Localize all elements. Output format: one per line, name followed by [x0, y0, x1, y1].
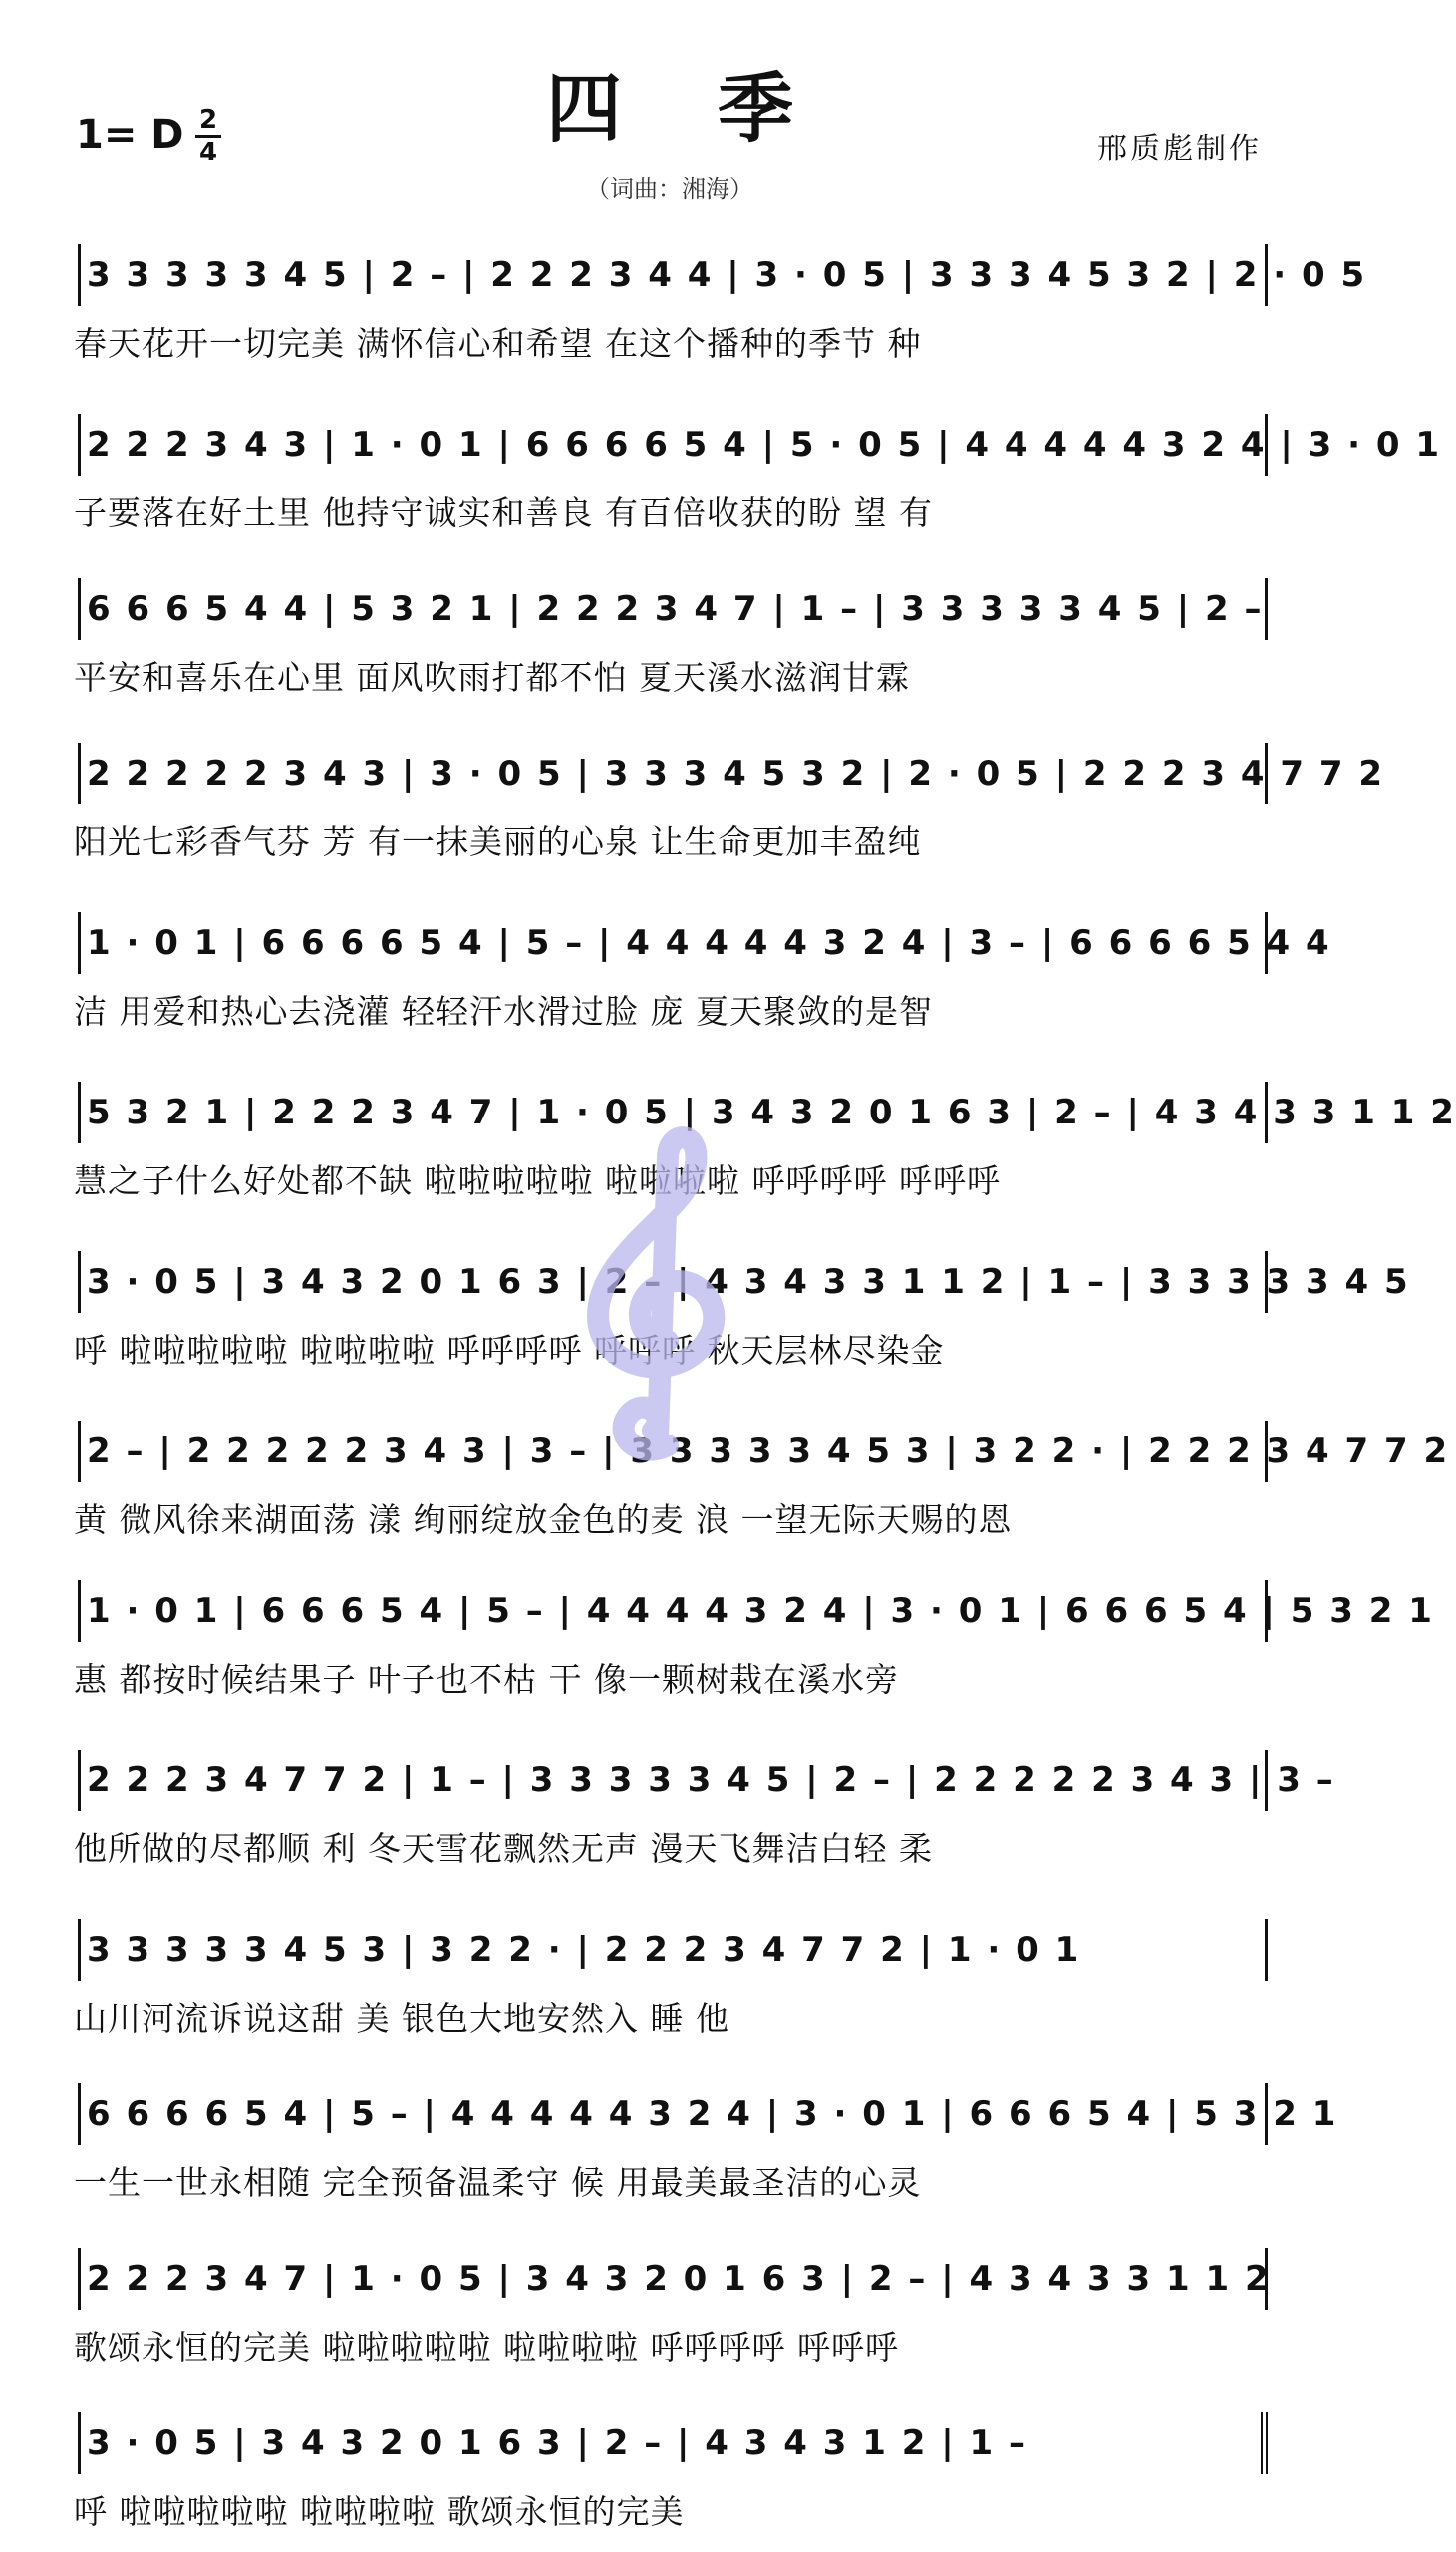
notation-line: 1 · 0 1 | 6 6 6 5 4 | 5 – | 4 4 4 4 3 2 4 | 3 · 0 1 | 6 6 6 5 4 | 5 3 2 1 — [78, 1580, 1268, 1642]
notation-line: 2 2 2 3 4 7 | 1 · 0 5 | 3 4 3 2 0 1 6 3 | 2 – | 4 3 4 3 3 1 1 2 — [78, 2248, 1268, 2310]
notation-line: 6 6 6 6 5 4 | 5 – | 4 4 4 4 4 3 2 4 | 3 · 0 1 | 6 6 6 5 4 | 5 3 2 1 — [78, 2083, 1268, 2145]
notation-line: 2 – | 2 2 2 2 2 3 4 3 | 3 – | 3 3 3 3 3 4 5 3 | 3 2 2 · | 2 2 2 3 4 7 7 2 — [78, 1421, 1268, 1482]
notation-line: 2 2 2 2 2 3 4 3 | 3 · 0 5 | 3 3 3 4 5 3 2 | 2 · 0 5 | 2 2 2 3 4 7 7 2 — [78, 743, 1268, 804]
notation-line: 3 · 0 5 | 3 4 3 2 0 1 6 3 | 2 – | 4 3 4 3 3 1 1 2 | 1 – | 3 3 3 3 3 4 5 — [78, 1251, 1268, 1313]
notation-line: 1 · 0 1 | 6 6 6 6 5 4 | 5 – | 4 4 4 4 4 3 2 4 | 3 – | 6 6 6 6 5 4 4 — [78, 912, 1268, 974]
notation-line: 2 2 2 3 4 3 | 1 · 0 1 | 6 6 6 6 5 4 | 5 · 0 5 | 4 4 4 4 4 3 2 4 | 3 · 0 1 — [78, 414, 1268, 476]
lyrics-line: 洁 用爱和热心去浇灌 轻轻汗水滑过脸 庞 夏天聚敛的是智 — [74, 992, 933, 1031]
lyrics-line: 惠 都按时候结果子 叶子也不枯 干 像一颗树栽在溪水旁 — [74, 1660, 899, 1699]
lyrics-line: 歌颂永恒的完美 啦啦啦啦啦 啦啦啦啦 呼呼呼呼 呼呼呼 — [74, 2328, 899, 2367]
notation-line: 3 3 3 3 3 4 5 | 2 – | 2 2 2 3 4 4 | 3 · 0 5 | 3 3 3 4 5 3 2 | 2 · 0 5 — [78, 244, 1268, 306]
notation-line: 3 · 0 5 | 3 4 3 2 0 1 6 3 | 2 – | 4 3 4 3 1 2 | 1 – — [78, 2412, 1268, 2474]
author-credit: 邢质彪制作 — [1097, 132, 1262, 166]
song-title: 四季 — [546, 64, 889, 153]
time-signature — [195, 106, 221, 166]
notation-line: 6 6 6 5 4 4 | 5 3 2 1 | 2 2 2 3 4 7 | 1 – | 3 3 3 3 3 4 5 | 2 – — [78, 578, 1268, 640]
time-signature-top: 2 — [198, 105, 218, 135]
time-signature-bottom: 4 — [198, 138, 218, 167]
lyrics-music-credit: （词曲：湘海） — [586, 175, 753, 203]
lyrics-line: 阳光七彩香气芬 芳 有一抹美丽的心泉 让生命更加丰盈纯 — [74, 822, 922, 861]
lyrics-line: 慧之子什么好处都不缺 啦啦啦啦啦 啦啦啦啦 呼呼呼呼 呼呼呼 — [74, 1161, 1001, 1200]
lyrics-line: 山川河流诉说这甜 美 银色大地安然入 睡 他 — [74, 1999, 729, 2038]
lyrics-line: 呼 啦啦啦啦啦 啦啦啦啦 歌颂永恒的完美 — [74, 2492, 685, 2531]
notation-line: 2 2 2 3 4 7 7 2 | 1 – | 3 3 3 3 3 4 5 | 2 – | 2 2 2 2 2 3 4 3 | 3 – — [78, 1750, 1268, 1811]
lyrics-line: 黄 微风徐来湖面荡 漾 绚丽绽放金色的麦 浪 一望无际天赐的恩 — [74, 1500, 1013, 1539]
lyrics-line: 春天花开一切完美 满怀信心和希望 在这个播种的季节 种 — [74, 324, 922, 363]
key-signature: 1= D — [76, 112, 184, 158]
notation-line: 3 3 3 3 3 4 5 3 | 3 2 2 · | 2 2 2 3 4 7 7 2 | 1 · 0 1 — [78, 1919, 1268, 1981]
notation-line: 5 3 2 1 | 2 2 2 3 4 7 | 1 · 0 5 | 3 4 3 2 0 1 6 3 | 2 – | 4 3 4 3 3 1 1 2 — [78, 1082, 1268, 1143]
lyrics-line: 一生一世永相随 完全预备温柔守 候 用最美最圣洁的心灵 — [74, 2163, 922, 2202]
lyrics-line: 子要落在好土里 他持守诚实和善良 有百倍收获的盼 望 有 — [74, 493, 933, 532]
lyrics-line: 平安和喜乐在心里 面风吹雨打都不怕 夏天溪水滋润甘霖 — [74, 658, 910, 697]
lyrics-line: 他所做的尽都顺 利 冬天雪花飘然无声 漫天飞舞洁白轻 柔 — [74, 1829, 933, 1868]
lyrics-line: 呼 啦啦啦啦啦 啦啦啦啦 呼呼呼呼 呼呼呼 秋天层林尽染金 — [74, 1331, 945, 1370]
